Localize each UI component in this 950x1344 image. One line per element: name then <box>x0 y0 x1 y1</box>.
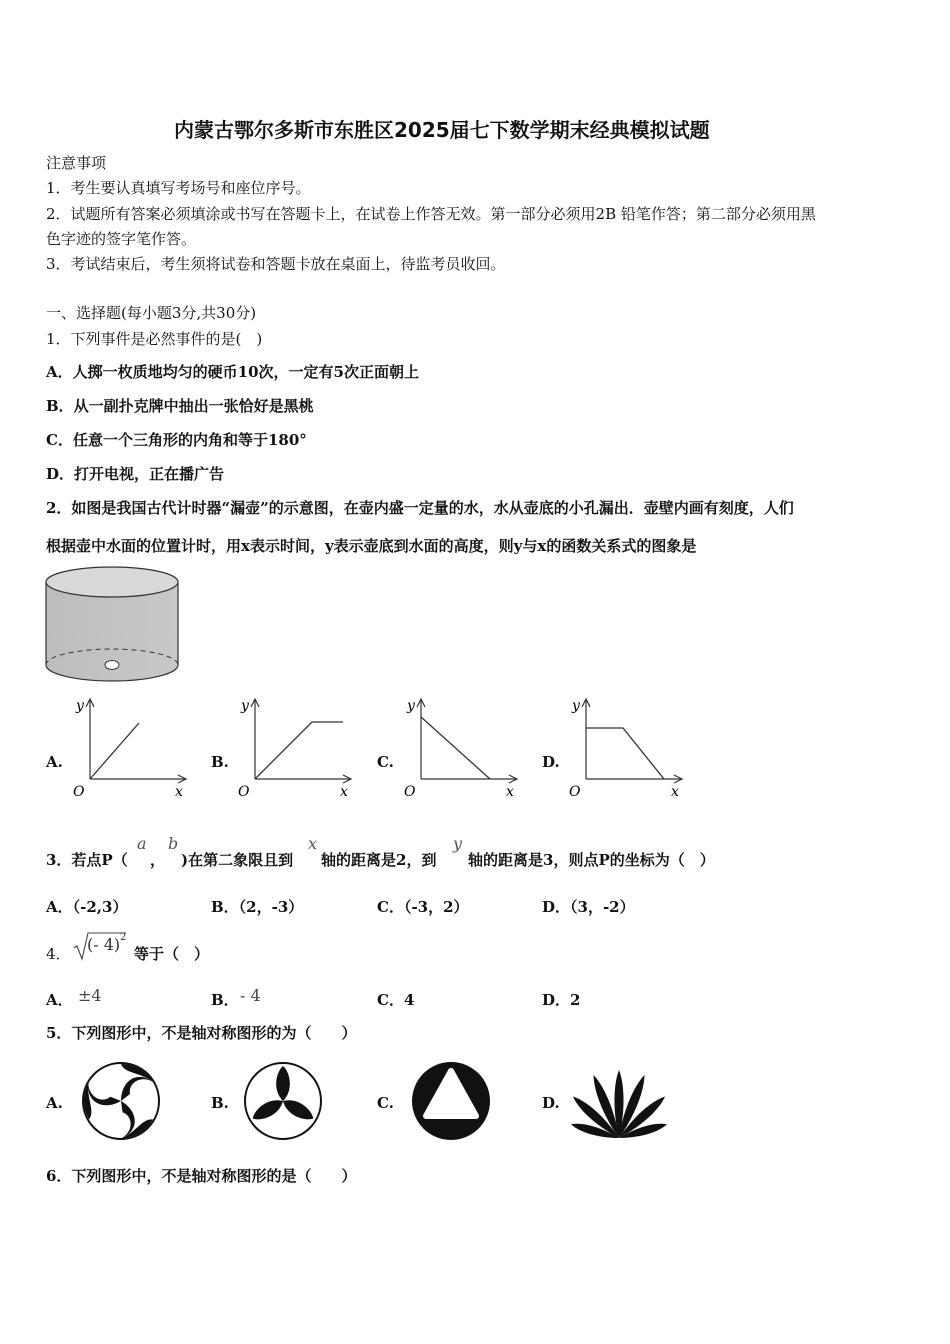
q5-stem: 5．下列图形中，不是轴对称图形的为（ ） <box>46 1024 357 1042</box>
notice-item-3: 3．考试结束后，考生须将试卷和答题卡放在桌面上，待监考员收回。 <box>46 255 506 273</box>
q4-radicand: (- 4) <box>87 935 121 954</box>
section-heading: 一、选择题(每小题3分,共30分) <box>46 304 257 322</box>
q2-option-d-label: D. <box>542 753 560 771</box>
q2-graph-c <box>403 695 523 800</box>
q1-option-a: A．人掷一枚质地均匀的硬币10次，一定有5次正面朝上 <box>46 363 419 381</box>
q2-graph-d-x-label: x <box>671 784 679 800</box>
q3-var-a: a <box>137 834 147 853</box>
q6-stem: 6．下列图形中，不是轴对称图形的是（ ） <box>46 1167 357 1185</box>
q1-stem: 1．下列事件是必然事件的是( ) <box>46 330 263 348</box>
q2-graph-b-y-label: y <box>241 698 249 714</box>
q2-graph-b <box>237 695 357 800</box>
q2-graph-a-origin: O <box>73 784 85 800</box>
q5-option-d-label: D. <box>542 1094 560 1112</box>
q5-figure-b-petals <box>242 1060 324 1142</box>
q3-option-a: A．（-2,3） <box>46 898 128 916</box>
q2-option-c-label: C. <box>377 753 394 771</box>
q2-graph-d-origin: O <box>569 784 581 800</box>
q4-option-d: D．2 <box>542 991 581 1009</box>
drain-hole-icon <box>105 661 119 670</box>
q2-graph-b-x-label: x <box>340 784 348 800</box>
q4-number: 4． <box>46 945 71 963</box>
q2-graph-a-x-label: x <box>175 784 183 800</box>
q2-graph-d-y-label: y <box>572 698 580 714</box>
q2-graph-c-x-label: x <box>506 784 514 800</box>
q2-stem-line1: 2．如图是我国古代计时器“漏壶”的示意图，在壶内盛一定量的水，水从壶底的小孔漏出．壶壁内画有刻度，人们 <box>46 499 794 517</box>
q4-option-b-value: - 4 <box>240 986 261 1005</box>
q3-var-x: x <box>308 834 318 853</box>
q2-graph-b-origin: O <box>238 784 250 800</box>
q5-figure-d-fan <box>574 1068 664 1140</box>
q5-option-c-label: C. <box>377 1094 394 1112</box>
q3-stem-end: 轴的距离是3，则点P的坐标为（ ） <box>468 851 715 869</box>
q3-option-d: D．（3，-2） <box>542 898 635 916</box>
q4-stem-end: 等于（ ） <box>134 945 210 963</box>
q3-stem-mid1: )在第二象限且到 <box>181 851 294 869</box>
q5-figure-c-triangle <box>410 1060 492 1142</box>
q2-graph-a-y-label: y <box>76 698 84 714</box>
page-title: 内蒙古鄂尔多斯市东胜区2025届七下数学期末经典模拟试题 <box>174 118 710 142</box>
q4-option-a-value: ±4 <box>78 986 102 1005</box>
q3-var-b: b <box>168 834 179 853</box>
q1-option-c: C．任意一个三角形的内角和等于180° <box>46 431 307 449</box>
q3-var-y: y <box>453 834 463 853</box>
q2-option-a-label: A. <box>46 753 63 771</box>
q1-option-d: D．打开电视，正在播广告 <box>46 465 225 483</box>
q5-option-b-label: B. <box>211 1094 229 1112</box>
q3-comma: ， <box>150 851 166 869</box>
q4-exponent: 2 <box>120 932 127 943</box>
q5-option-a-label: A. <box>46 1094 63 1112</box>
notice-item-1: 1．考生要认真填写考场号和座位序号。 <box>46 179 311 197</box>
notice-item-2: 2．试题所有答案必须填涂或书写在答题卡上，在试卷上作答无效。第一部分必须用2B 铅笔作答；第二部分必须用黑 <box>46 205 816 223</box>
q3-option-c: C．（-3，2） <box>377 898 469 916</box>
q2-option-b-label: B. <box>211 753 229 771</box>
q3-stem-mid2: 轴的距离是2，到 <box>321 851 437 869</box>
notice-item-2-cont: 色字迹的签字笔作答。 <box>46 230 197 248</box>
notice-heading: 注意事项 <box>46 154 107 172</box>
q2-graph-c-y-label: y <box>407 698 415 714</box>
q4-option-c: C．4 <box>377 991 415 1009</box>
q2-graph-a <box>72 695 192 800</box>
q4-option-b-label: B． <box>211 991 239 1009</box>
q5-figure-a-swirl <box>80 1060 162 1142</box>
q2-graph-c-origin: O <box>404 784 416 800</box>
q1-option-b: B．从一副扑克牌中抽出一张恰好是黑桃 <box>46 397 314 415</box>
q2-stem-line2: 根据壶中水面的位置计时，用x表示时间，y表示壶底到水面的高度，则y与x的函数关系式的图象是 <box>46 537 697 555</box>
water-clock-diagram <box>44 565 184 687</box>
q2-graph-d <box>568 695 688 800</box>
q3-option-b: B．（2，-3） <box>211 898 304 916</box>
q4-option-a-label: A． <box>46 991 73 1009</box>
q3-stem-start: 3．若点P（ <box>46 851 128 869</box>
